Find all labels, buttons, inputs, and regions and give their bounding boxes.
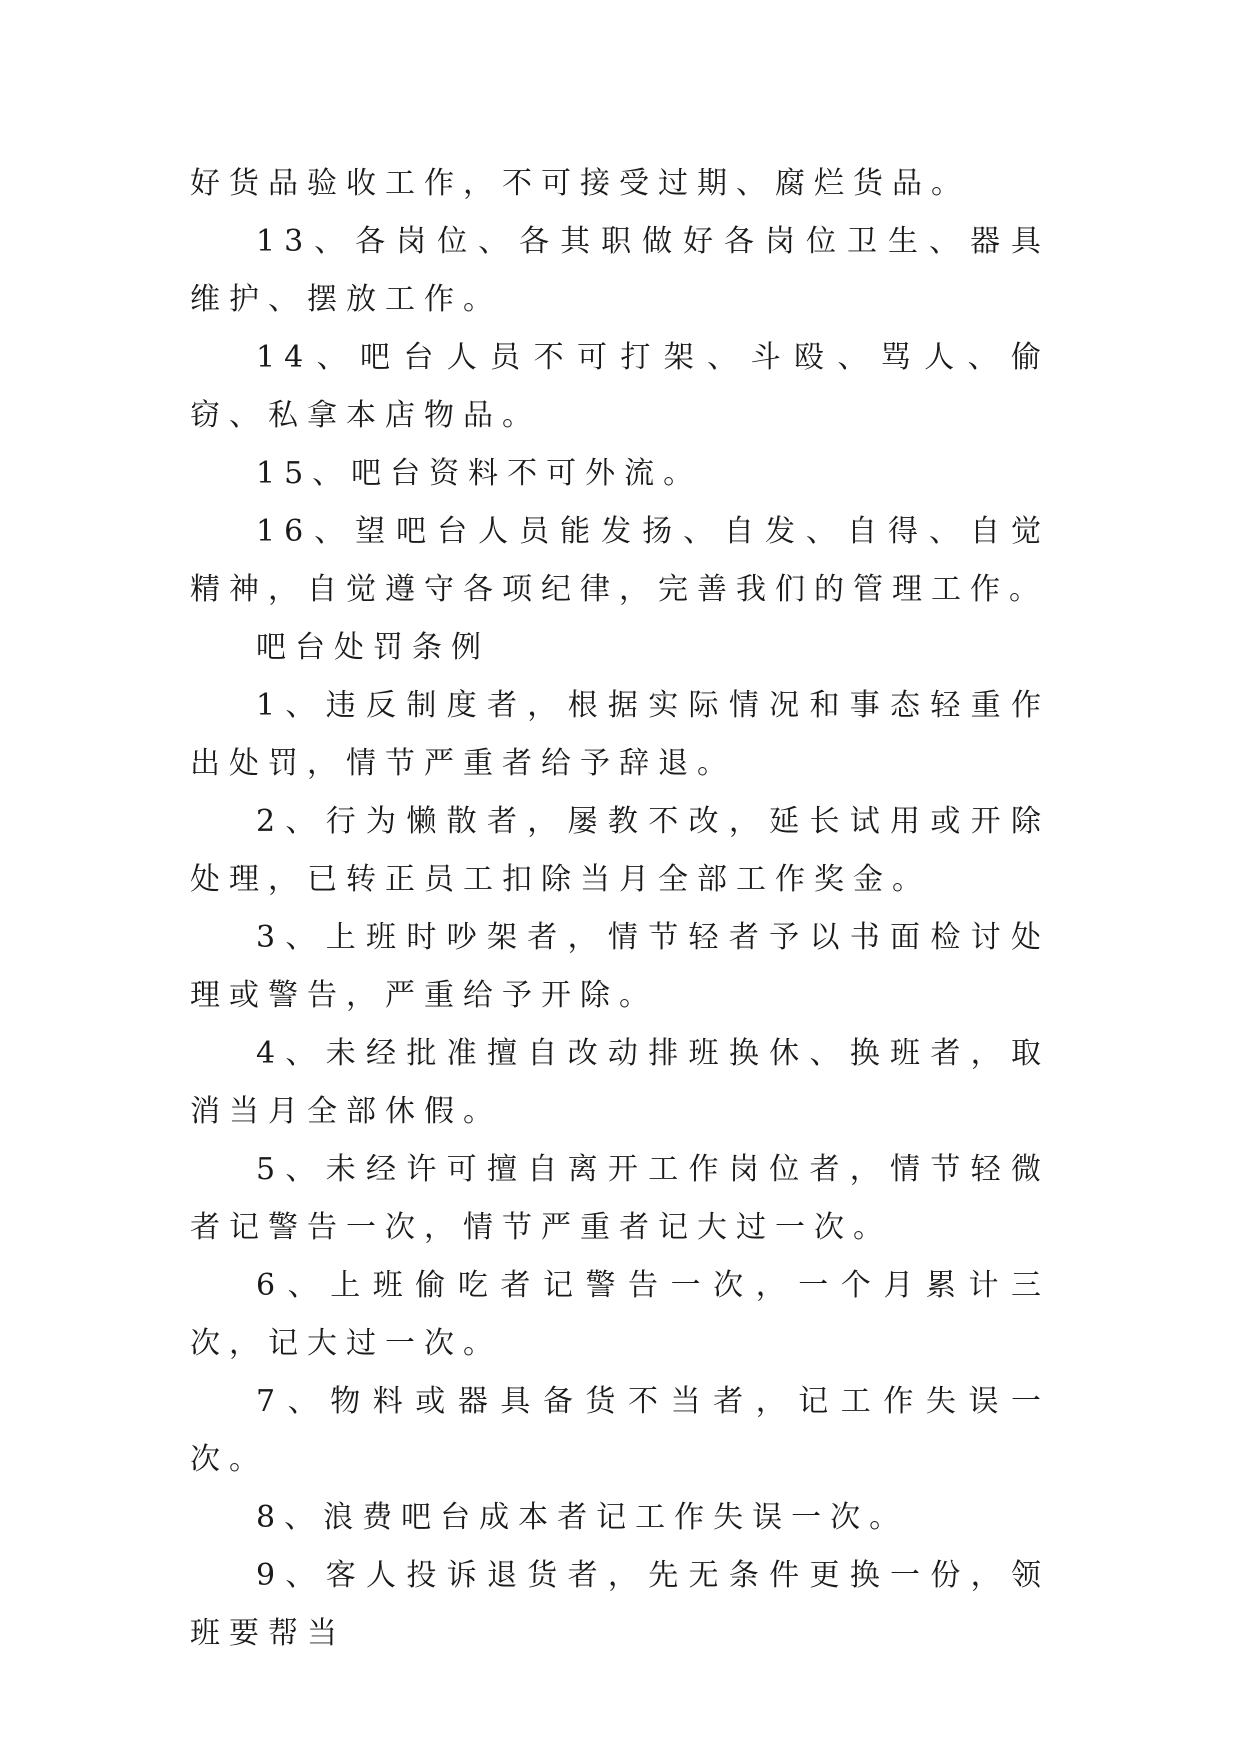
paragraph: 7、物料或器具备货不当者，记工作失误一次。: [190, 1384, 1050, 1477]
paragraph: 3、上班时吵架者，情节轻者予以书面检讨处理或警告，严重给予开除。: [190, 920, 1050, 1013]
paragraph: 14、吧台人员不可打架、斗殴、骂人、偷窃、私拿本店物品。: [190, 340, 1050, 433]
paragraph: 13、各岗位、各其职做好各岗位卫生、器具维护、摆放工作。: [190, 224, 1050, 317]
paragraph: 5、未经许可擅自离开工作岗位者，情节轻微者记警告一次，情节严重者记大过一次。: [190, 1152, 1050, 1245]
paragraph: 6、上班偷吃者记警告一次，一个月累计三次，记大过一次。: [190, 1268, 1050, 1361]
document-body: [190, 155, 1050, 1663]
paragraph: 4、未经批准擅自改动排班换休、换班者，取消当月全部休假。: [190, 1036, 1050, 1129]
paragraph: 2、行为懒散者，屡教不改，延长试用或开除处理，已转正员工扣除当月全部工作奖金。: [190, 804, 1050, 897]
paragraph: 好货品验收工作，不可接受过期、腐烂货品。: [190, 166, 970, 201]
section-heading: 吧台处罚条例: [256, 630, 490, 665]
paragraph: 15、吧台资料不可外流。: [256, 456, 703, 491]
paragraph: 1、违反制度者，根据实际情况和事态轻重作出处罚，情节严重者给予辞退。: [190, 688, 1050, 781]
paragraph: 16、望吧台人员能发扬、自发、自得、自觉精神，自觉遵守各项纪律，完善我们的管理工作。: [190, 514, 1050, 607]
paragraph: 8、浪费吧台成本者记工作失误一次。: [256, 1500, 909, 1535]
paragraph: 9、客人投诉退货者，先无条件更换一份，领班要帮当: [190, 1558, 1050, 1651]
